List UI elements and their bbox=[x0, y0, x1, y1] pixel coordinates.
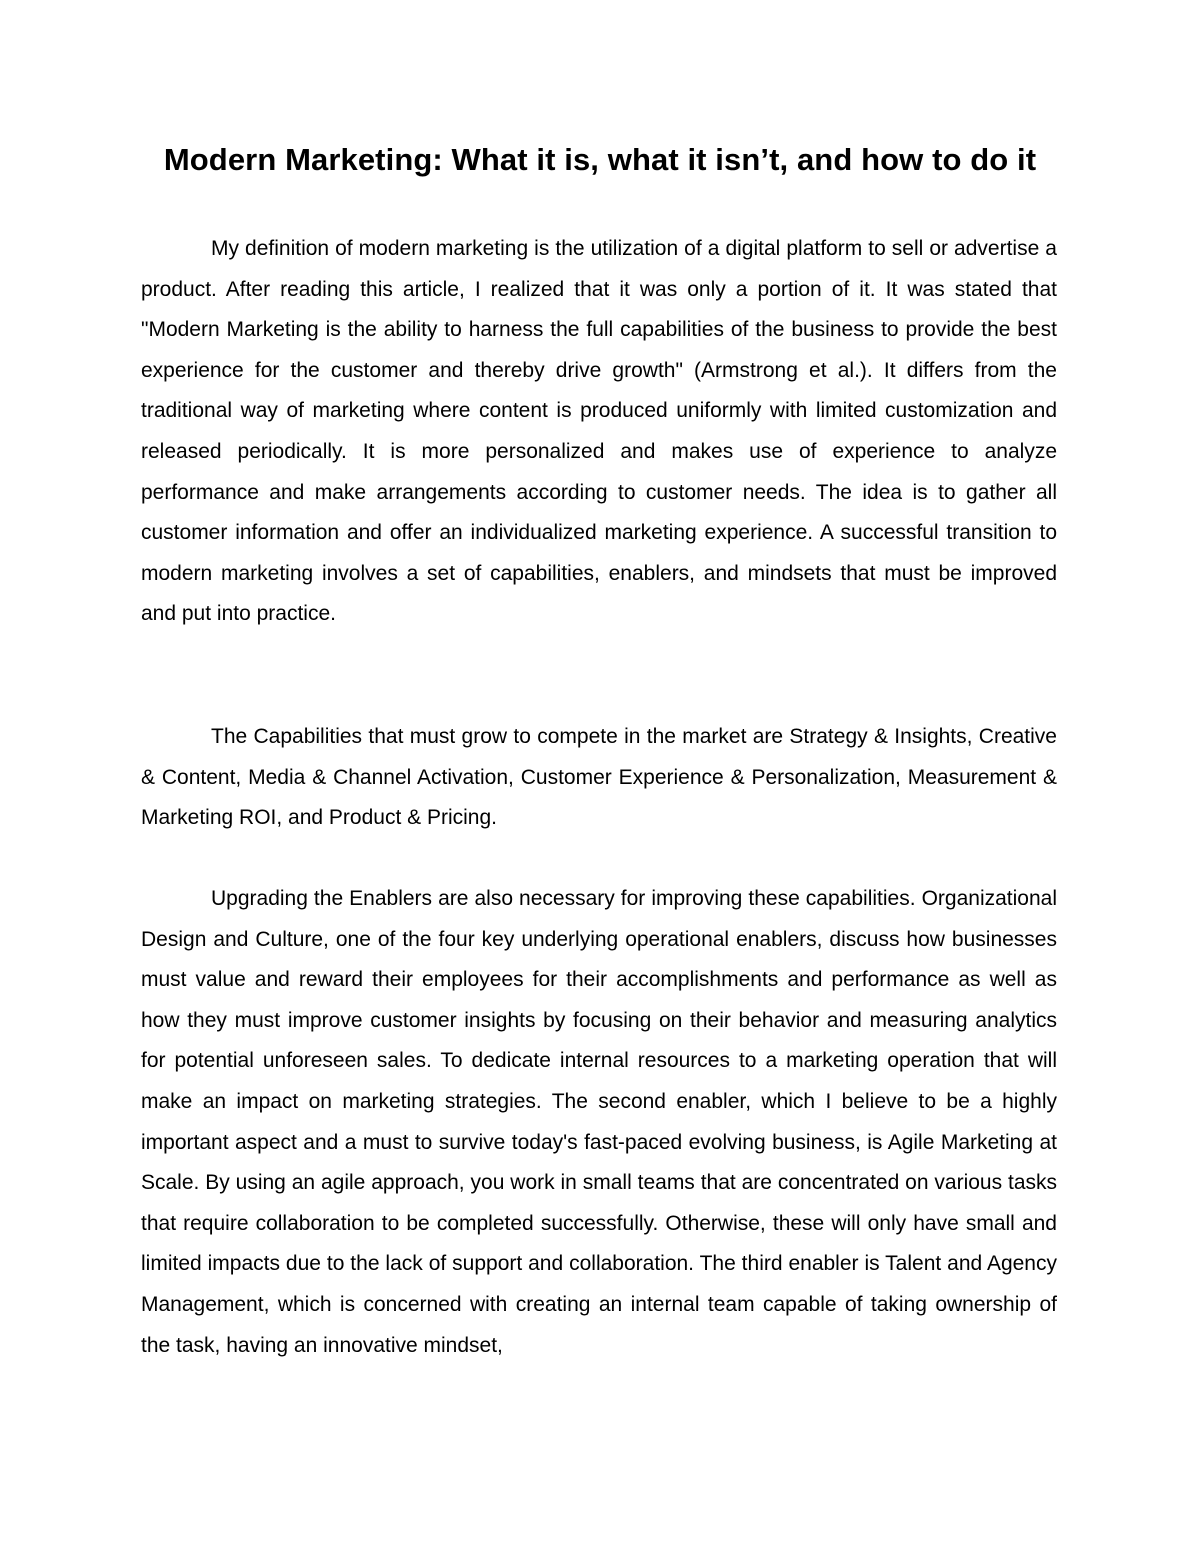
document-title: Modern Marketing: What it is, what it isn’t, and how to do it bbox=[163, 142, 1037, 177]
paragraph-capabilities: The Capabilities that must grow to compete in the market are Strategy & Insights, Creative & Content, Media & Channel Activation, Customer Experience & Personalization, Measurement & Marketing ROI, and Product & Pricing. bbox=[141, 725, 1057, 830]
paragraph-modern-marketing-definition: My definition of modern marketing is the utilization of a digital platform to sell or advertise a product. After reading this article, I realized that it was only a portion of it. It was stated that "Modern Marketing is the ability to harness the full capabilities of the business to provide the best experience for the customer and thereby drive growth" (Armstrong et al.). It differs from the traditional way of marketing where content is produced uniformly with limited customization and released periodically. It is more personalized and makes use of experience to analyze performance and make arrangements according to customer needs. The idea is to gather all customer information and offer an individualized marketing experience. A successful transition to modern marketing involves a set of capabilities, enablers, and mindsets that must be improved and put into practice. bbox=[141, 237, 1057, 626]
paragraph-enablers: Upgrading the Enablers are also necessary for improving these capabilities. Organizational Design and Culture, one of the four key underlying operational enablers, discuss how businesses must value and reward their employees for their accomplishments and performance as well as how they must improve customer insights by focusing on their behavior and measuring analytics for potential unforeseen sales. To dedicate internal resources to a marketing operation that will make an impact on marketing strategies. The second enabler, which I believe to be a highly important aspect and a must to survive today's fast-paced evolving business, is Agile Marketing at Scale. By using an agile approach, you work in small teams that are concentrated on various tasks that require collaboration to be completed successfully. Otherwise, these will only have small and limited impacts due to the lack of support and collaboration. The third enabler is Talent and Agency Management, which is concerned with creating an internal team capable of taking ownership of the task, having an innovative mindset, bbox=[141, 887, 1057, 1357]
